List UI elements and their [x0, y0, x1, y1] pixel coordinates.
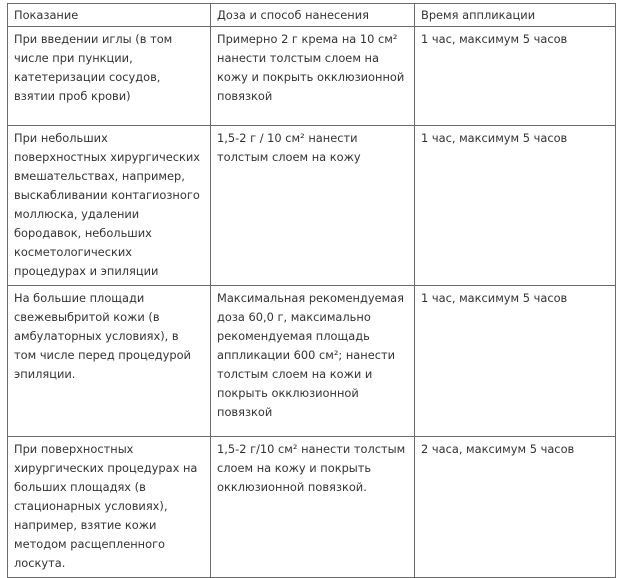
table-header-row: [8, 4, 616, 27]
table-row: [8, 437, 616, 578]
cell-dose: Максимальная рекомендуемая доза 60,0 г, максимально рекомендуемая площадь аппликации 600 см²; нанести толстым слоем на кожи и покрыть окклюзионной повязкой: [211, 286, 415, 437]
cell-time: 2 часа, максимум 5 часов: [415, 437, 616, 578]
cell-time: 1 час, максимум 5 часов: [415, 286, 616, 437]
header-indication: Показание: [8, 4, 211, 27]
cell-indication: На большие площади свежевыбритой кожи (в амбулаторных условиях), в том числе перед процедурой эпиляции.: [8, 286, 211, 437]
header-dose-method: Доза и способ нанесения: [211, 4, 415, 27]
dosage-table-container: [7, 3, 615, 578]
dosage-table: [7, 3, 616, 578]
cell-time: 1 час, максимум 5 часов: [415, 126, 616, 286]
cell-indication: При небольших поверхностных хирургических вмешательствах, например, выскабливании контагиозного моллюска, удалении бородавок, небольших косметологических процедурах и эпиляции: [8, 126, 211, 286]
cell-dose: Примерно 2 г крема на 10 см² нанести толстым слоем на кожу и покрыть окклюзионной повязкой: [211, 27, 415, 126]
cell-dose: 1,5-2 г/10 см² нанести толстым слоем на кожу и покрыть окклюзионной повязкой.: [211, 437, 415, 578]
cell-indication: При поверхностных хирургических процедурах на больших площадях (в стационарных условиях), например, взятие кожи методом расщепленного лоскута.: [8, 437, 211, 578]
table-row: [8, 126, 616, 286]
cell-indication: При введении иглы (в том числе при пункции, катетеризации сосудов, взятии проб крови): [8, 27, 211, 126]
table-row: [8, 286, 616, 437]
cell-time: 1 час, максимум 5 часов: [415, 27, 616, 126]
cell-dose: 1,5-2 г / 10 см² нанести толстым слоем на кожу: [211, 126, 415, 286]
header-application-time: Время аппликации: [415, 4, 616, 27]
table-row: [8, 27, 616, 126]
